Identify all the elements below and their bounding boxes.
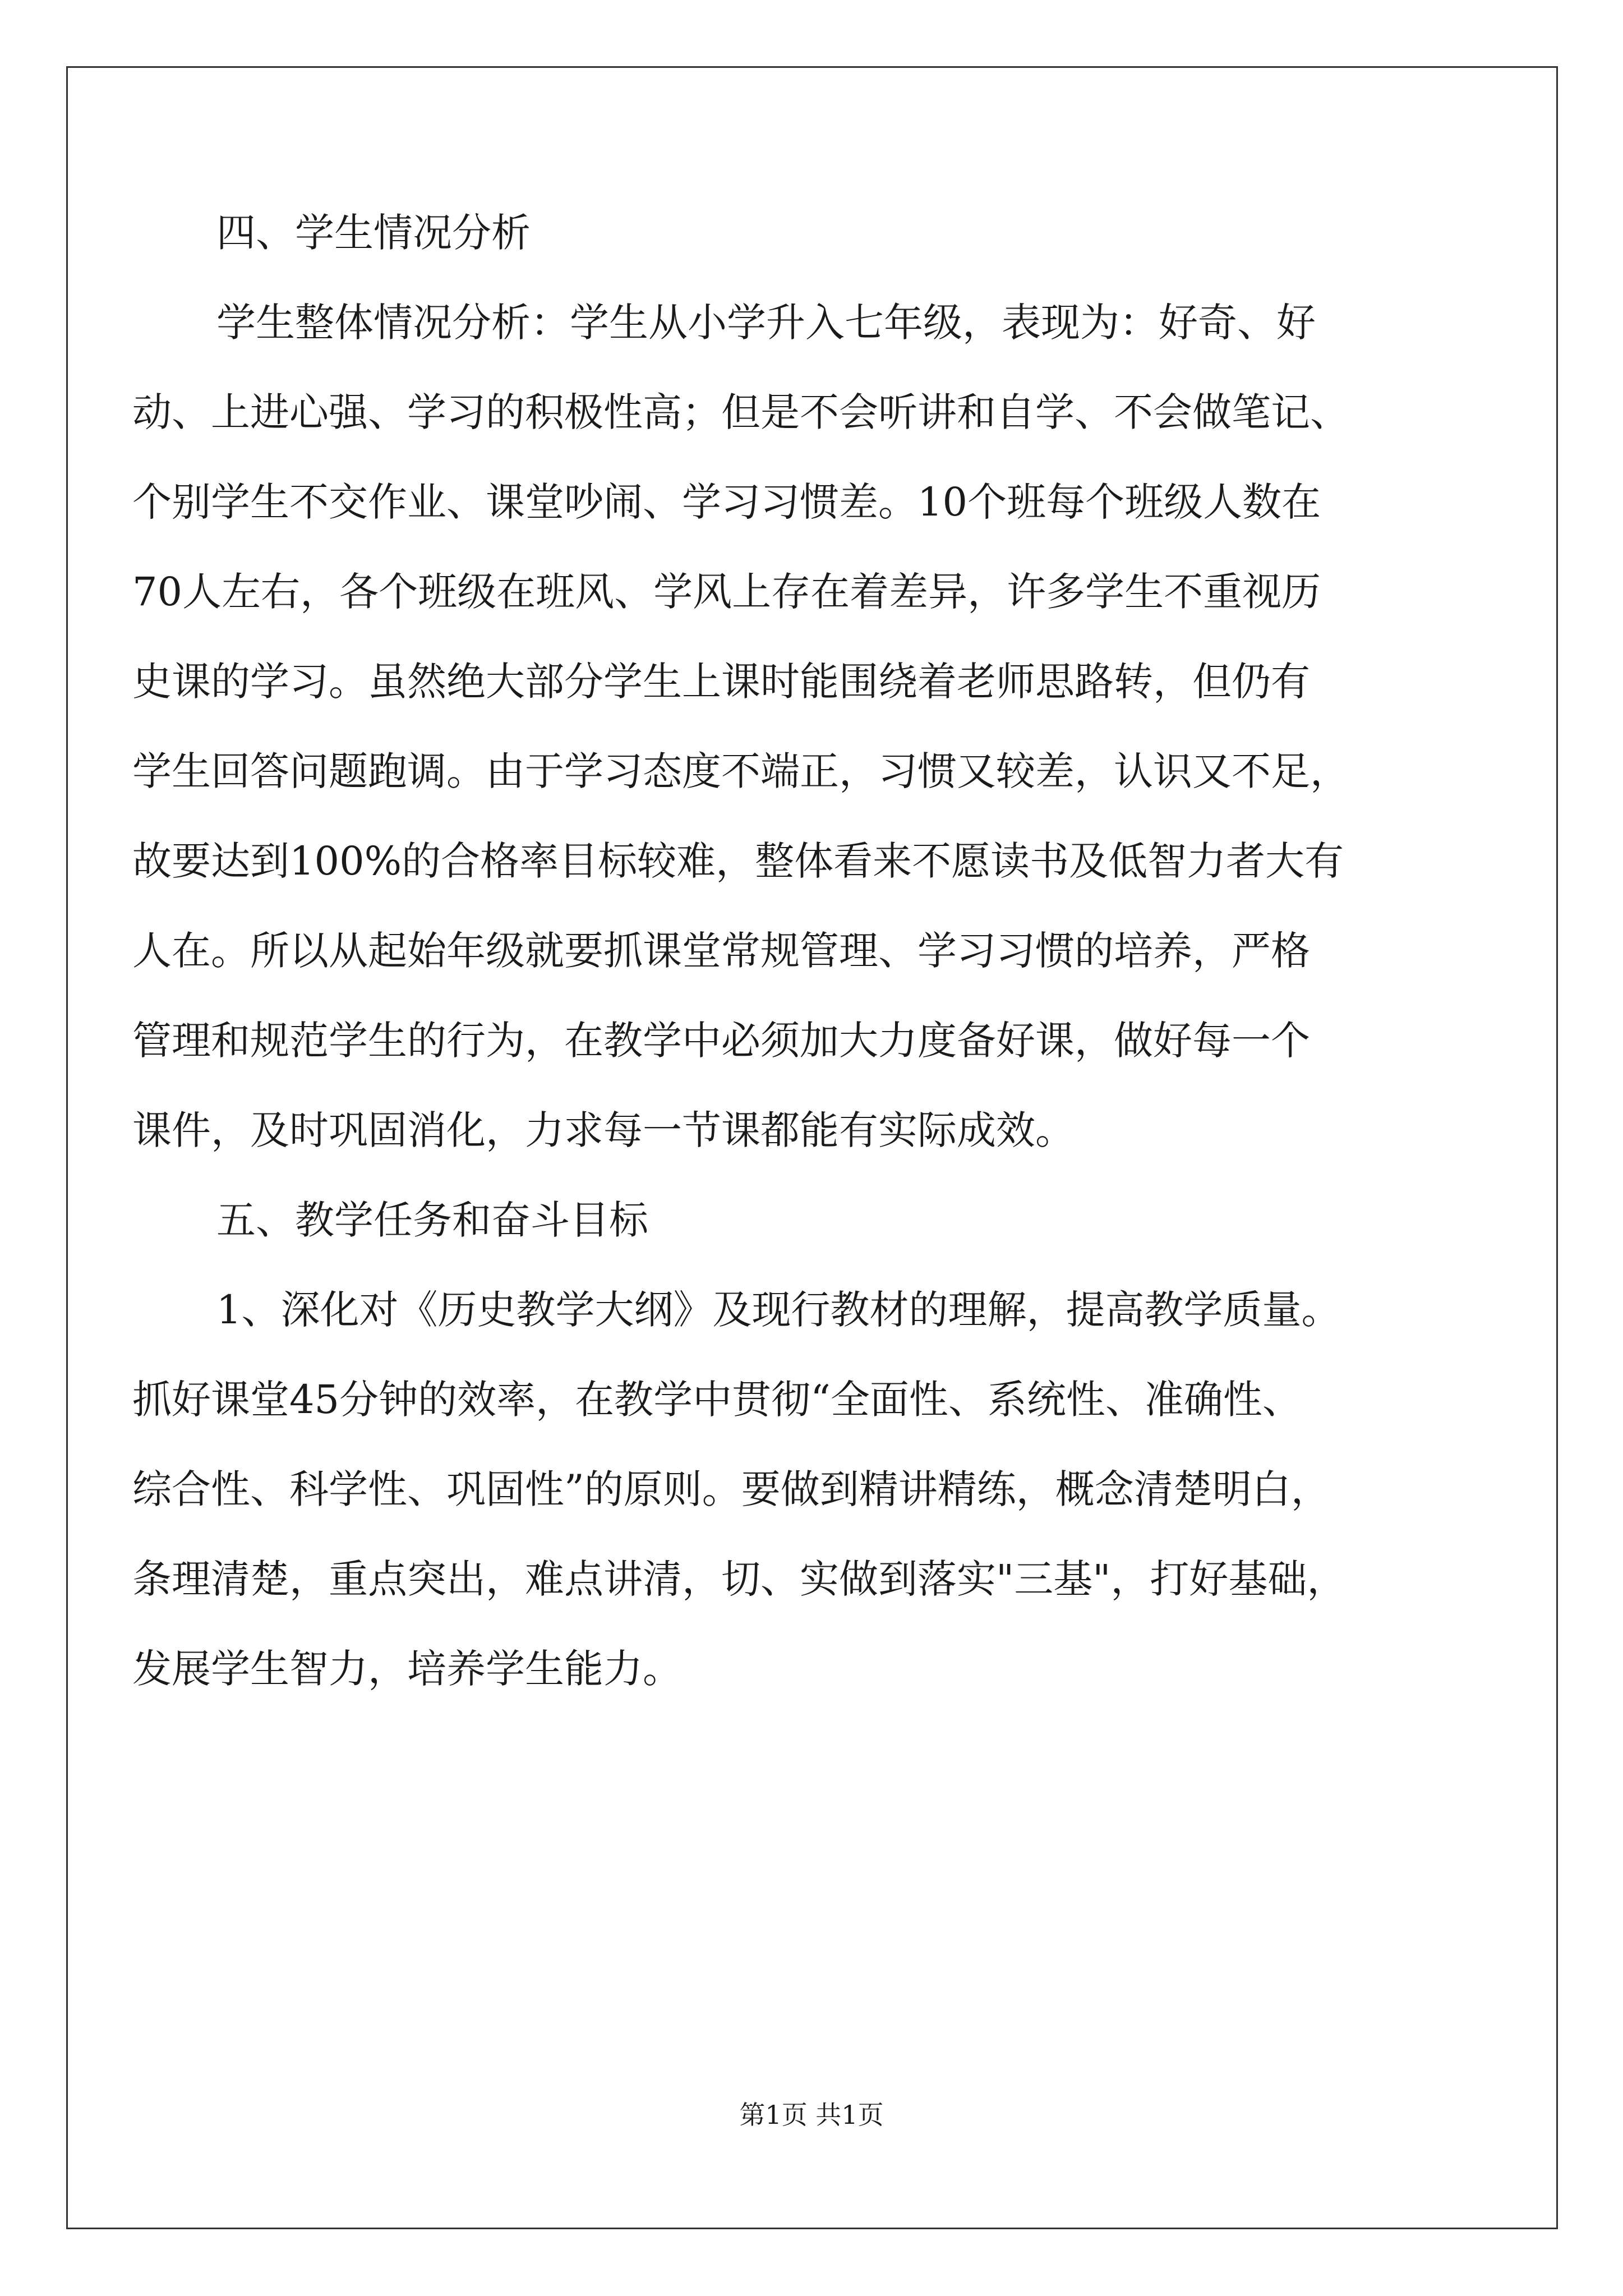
paragraph-line: 抓好课堂45分钟的效率，在教学中贯彻“全面性、系统性、准确性、: [132, 1377, 1302, 1423]
paragraph-line: 个别学生不交作业、课堂吵闹、学习习惯差。10个班每个班级人数在: [132, 479, 1321, 525]
paragraph-line: 史课的学习。虽然绝大部分学生上课时能围绕着老师思路转，但仍有: [132, 659, 1310, 705]
paragraph-line: 学生回答问题跑调。由于学习态度不端正，习惯又较差，认识又不足，: [132, 748, 1349, 794]
heading-student-analysis: 四、学生情况分析: [216, 210, 531, 256]
paragraph-line: 1、深化对《历史教学大纲》及现行教材的理解，提高教学质量。: [216, 1287, 1341, 1333]
paragraph-line: 综合性、科学性、巩固性”的原则。要做到精讲精练，概念清楚明白，: [132, 1466, 1330, 1512]
paragraph-line: 故要达到100%的合格率目标较难，整体看来不愿读书及低智力者大有: [132, 838, 1344, 884]
page-number-footer: 第1页 共1页: [739, 2100, 884, 2130]
paragraph-line: 学生整体情况分析：学生从小学升入七年级，表现为：好奇、好: [216, 300, 1316, 346]
paragraph-line: 70人左右，各个班级在班风、学风上存在着差异，许多学生不重视历: [132, 569, 1321, 615]
heading-teaching-tasks: 五、教学任务和奋斗目标: [216, 1197, 648, 1243]
paragraph-line: 人在。所以从起始年级就要抓课堂常规管理、学习习惯的培养，严格: [132, 928, 1310, 974]
paragraph-line: 动、上进心强、学习的积极性高；但是不会听讲和自学、不会做笔记、: [132, 389, 1349, 435]
paragraph-line: 课件，及时巩固消化，力求每一节课都能有实际成效。: [132, 1107, 1075, 1153]
paragraph-line: 管理和规范学生的行为，在教学中必须加大力度备好课，做好每一个: [132, 1018, 1310, 1064]
paragraph-line: 条理清楚，重点突出，难点讲清，切、实做到落实"三基"，打好基础，: [132, 1556, 1347, 1602]
paragraph-line: 发展学生智力，培养学生能力。: [132, 1646, 682, 1692]
